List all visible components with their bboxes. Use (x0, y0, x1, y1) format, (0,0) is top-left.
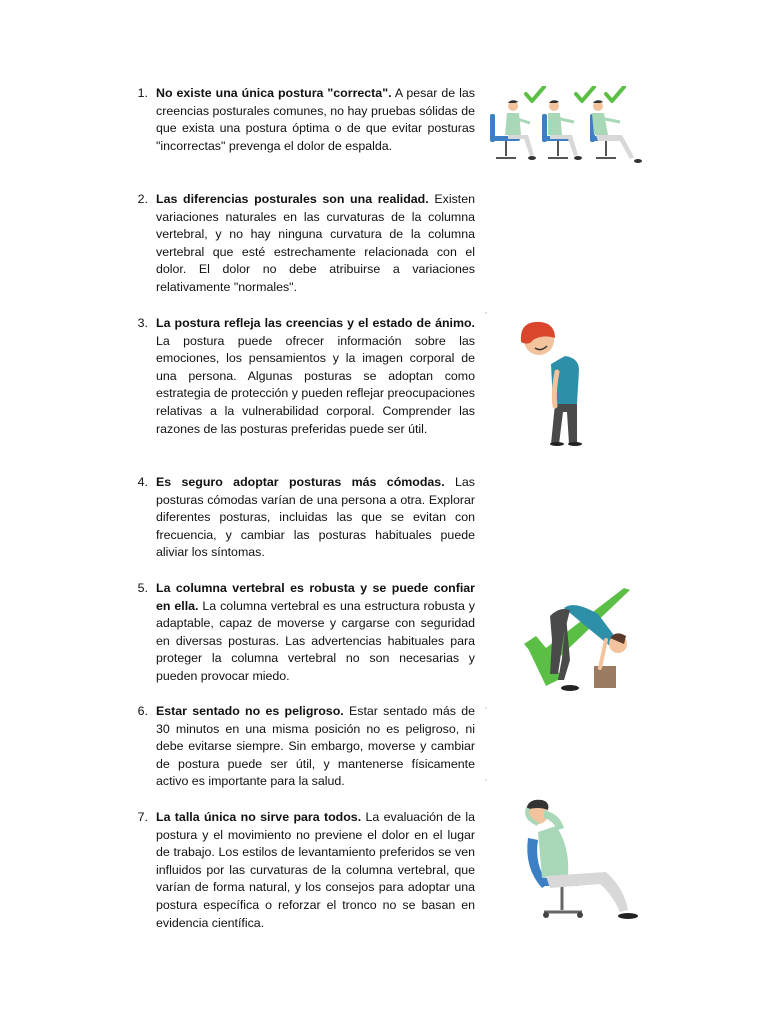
item-number: 1. (137, 86, 148, 100)
item-body: La evaluación de la postura y el movimiento no previene el dolor en el lugar de trabajo. Los estilos de levantamiento preferidos se ven influidos por las curvaturas de la columna vertebral, que varían de forma natural, y los consejos para adoptar una postura específica o reforzar el tronco no se basan en evidencia científica. (156, 810, 476, 930)
seated-person-2 (542, 87, 594, 160)
slouching-person-illustration (515, 318, 595, 446)
item-body: Estar sentado más de 30 minutos en una misma posición no es peligroso, ni debe evitarse siempre. Sin embargo, moverse y cambiar de postura puede ser útil, y mantenerse físicamente activo es importante para la salud. (156, 704, 475, 789)
item-text (156, 580, 475, 686)
item-number: 6. (137, 704, 148, 718)
item-text (156, 191, 475, 297)
item-body: La postura puede ofrecer información sobre las emociones, los pensamientos y la imagen corporal de una persona. Algunas posturas se adoptan como estrategia de protección y pueden reflejar preocupaciones relativas a la vulnerabilidad corporal. Comprender las razones de las posturas preferidas puede ser útil. (156, 333, 475, 436)
item-title: No existe una única postura "correcta". (156, 86, 392, 100)
item-body: A pesar de las creencias posturales comunes, no hay pruebas sólidas de que exista una postura óptima o de que evitar posturas "incorrectas" prevenga el dolor de espalda. (156, 86, 475, 153)
item-text (156, 809, 475, 932)
item-text (156, 85, 475, 155)
item-text (156, 474, 475, 562)
item-title: La talla única no sirve para todos. (156, 810, 362, 824)
list-item-4 (128, 474, 475, 564)
decorative-mark: ‚ (485, 306, 487, 315)
item-number: 4. (137, 475, 148, 489)
list-item-6 (128, 703, 475, 793)
item-text (156, 703, 475, 791)
item-number: 2. (137, 192, 148, 206)
item-title: Es seguro adoptar posturas más cómodas. (156, 475, 445, 489)
lifting-person-illustration (520, 588, 636, 698)
list-item-3 (128, 315, 475, 460)
item-title: Las diferencias posturales son una realidad. (156, 192, 429, 206)
seated-person-1 (490, 87, 544, 160)
item-title: La columna vertebral es robusta y se puede confiar en ella. (156, 581, 475, 613)
item-number: 5. (137, 581, 148, 595)
check-icon (526, 87, 544, 101)
item-number: 7. (137, 810, 148, 824)
list-item-5 (128, 580, 475, 688)
list-item-7 (128, 809, 475, 934)
item-text (156, 315, 475, 438)
item-title: Estar sentado no es peligroso. (156, 704, 344, 718)
decorative-mark: ‚ (485, 773, 487, 782)
seated-person-3 (590, 87, 642, 163)
item-body: Existen variaciones naturales en las curvaturas de la columna vertebral, y no hay ninguna curvatura de la columna vertebral que esté estrechamente relacionada con el dolor. El dolor no debe atribuirse a variaciones relativamente "normales". (156, 192, 475, 294)
list-item-1 (128, 85, 475, 157)
reclining-chair-illustration (518, 798, 644, 926)
check-icon (606, 87, 624, 101)
item-body: La columna vertebral es una estructura robusta y adaptable, capaz de moverse y cargarse con seguridad en diversas posturas. Las advertencias habituales para proteger la columna vertebral no son necesarias y pueden provocar miedo. (156, 598, 475, 683)
seated-postures-illustration (486, 86, 654, 170)
item-title: La postura refleja las creencias y el estado de ánimo. (156, 316, 475, 330)
item-number: 3. (137, 316, 148, 330)
item-body: Las posturas cómodas varían de una persona a otra. Explorar diferentes posturas, incluidas las que se evitan con frecuencia, y cambiar las posturas habituales puede aliviar los síntomas. (156, 475, 475, 560)
list-item-2 (128, 191, 475, 299)
check-icon (576, 87, 594, 101)
decorative-mark: ‚ (485, 701, 487, 710)
